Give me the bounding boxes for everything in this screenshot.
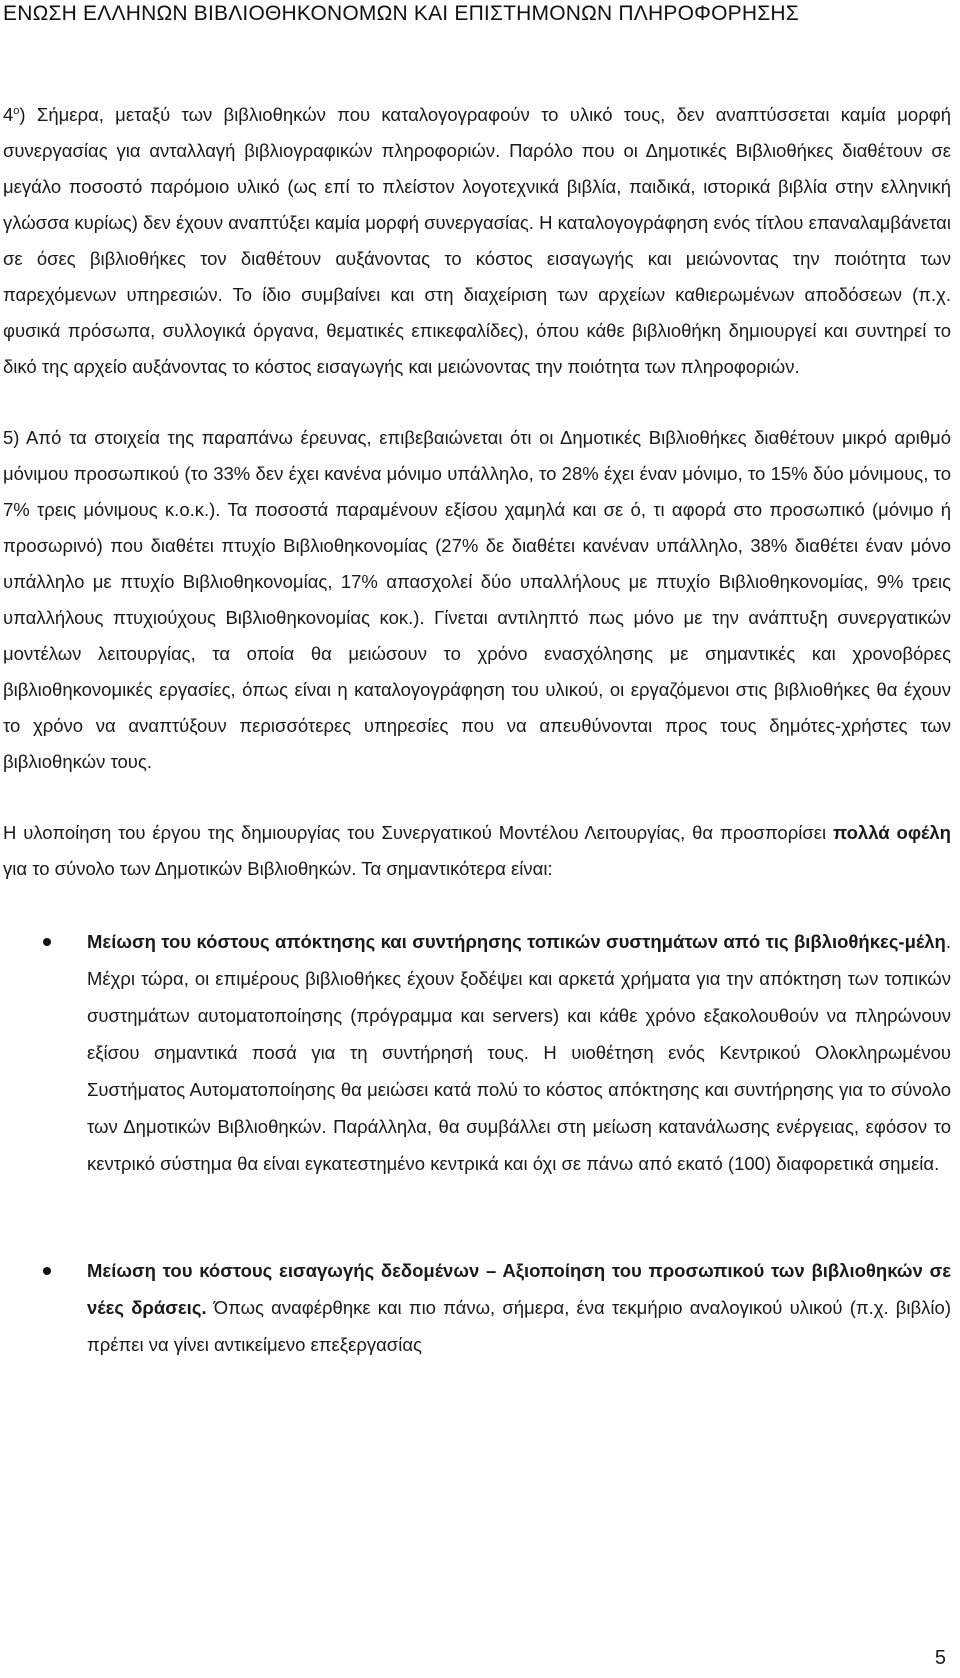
list-item <box>3 1252 951 1363</box>
list-item-bold: Μείωση του κόστους εισαγωγής δεδομένων – Αξιοποίηση του προσωπικού των βιβλιοθηκών σε νέες δράσεις. <box>87 1260 951 1318</box>
list-item-text: . Μέχρι τώρα, οι επιμέρους βιβλιοθήκες έχουν ξοδέψει και αρκετά χρήματα για την απόκτηση των τοπικών συστημάτων αυτοματοποίησης (πρόγραμμα και servers) και κάθε χρόνο εξακολουθούν να πληρώνουν εξίσου σημαντικά ποσά για τη συντήρησή τους. Η υιοθέτηση ενός Κεντρικού Ολοκληρωμένου Συστήματος Αυτοματοποίησης θα μειώσει κατά πολύ το κόστος απόκτησης και συντήρησης για το σύνολο των Δημοτικών Βιβλιοθηκών. Παράλληλα, θα συμβάλλει στη μείωση κατανάλωσης ενέργειας, εφόσον το κεντρικό σύστημα θα είναι εγκατεστημένο κεντρικά και όχι σε πάνω από εκατό (100) διαφορετικά σημεία. <box>87 931 951 1174</box>
paragraph-intro-before: Η υλοποίηση του έργου της δημιουργίας του Συνεργατικού Μοντέλου Λειτουργίας, θα προσπορίσει <box>3 822 833 843</box>
paragraph-5: 5) Από τα στοιχεία της παραπάνω έρευνας, επιβεβαιώνεται ότι οι Δημοτικές Βιβλιοθήκες διαθέτουν μικρό αριθμό μόνιμου προσωπικού (το 33% δεν έχει κανένα μόνιμο υπάλληλο, το 28% έχει έναν μόνιμο, το 15% δύο μόνιμους, το 7% τρεις μόνιμους κ.ο.κ.). Τα ποσοστά παραμένουν εξίσου χαμηλά και σε ό, τι αφορά στο προσωπικό (μόνιμο ή προσωρινό) που διαθέτει πτυχίο Βιβλιοθηκονομίας (27% δε διαθέτει κανέναν υπάλληλο, 38% διαθέτει έναν μόνο υπάλληλο με πτυχίο Βιβλιοθηκονομίας, 17% απασχολεί δύο υπαλλήλους με πτυχίο Βιβλιοθηκονομίας, 9% τρεις υπαλλήλους πτυχιούχους Βιβλιοθηκονομίας κοκ.). Γίνεται αντιληπτό πως μόνο με την ανάπτυξη συνεργατικών μοντέλων λειτουργίας, τα οποία θα μειώσουν το χρόνο ενασχόλησης με σημαντικές και χρονοβόρες βιβλιοθηκονομικές εργασίες, όπως είναι η καταλογογράφηση του υλικού, οι εργαζόμενοι στις βιβλιοθήκες θα έχουν το χρόνο να αναπτύξουν περισσότερες υπηρεσίες που να απευθύνονται προς τους δημότες-χρήστες των βιβλιοθηκών τους. <box>3 427 951 772</box>
paragraph-4-text: ) Σήμερα, μεταξύ των βιβλιοθηκών που καταλογογραφούν το υλικό τους, δεν αναπτύσσεται καμία μορφή συνεργασίας για ανταλλαγή βιβλιογραφικών πληροφοριών. Παρόλο που οι Δημοτικές Βιβλιοθήκες διαθέτουν σε μεγάλο ποσοστό παρόμοιο υλικό (ως επί το πλείστον λογοτεχνικά βιβλία, παιδικά, ιστορικά βιβλία στην ελληνική γλώσσα κυρίως) δεν έχουν αναπτύξει καμία μορφή συνεργασίας. Η καταλογογράφηση ενός τίτλου επαναλαμβάνεται σε όσες βιβλιοθήκες τον διαθέτουν αυξάνοντας το κόστος εισαγωγής και μειώνοντας την ποιότητα των παρεχόμενων υπηρεσιών. Το ίδιο συμβαίνει και στη διαχείριση των αρχείων καθιερωμένων αποδόσεων (π.χ. φυσικά πρόσωπα, συλλογικά όργανα, θεματικές επικεφαλίδες), όπου κάθε βιβλιοθήκη δημιουργεί και συντηρεί το δικό της αρχείο αυξάνοντας το κόστος εισαγωγής και μειώνοντας την ποιότητα των πληροφοριών. <box>3 104 951 377</box>
paragraph-intro-bold: πολλά οφέλη <box>832 822 951 843</box>
bullet-icon <box>43 938 51 946</box>
page-header: ΕΝΩΣΗ ΕΛΛΗΝΩΝ ΒΙΒΛΙΟΘΗΚΟΝΟΜΩΝ ΚΑΙ ΕΠΙΣΤΗΜΟΝΩΝ ΠΛΗΡΟΦΟΡΗΣΗΣ <box>3 2 799 25</box>
bullet-icon <box>43 1267 51 1275</box>
paragraph-4-number: 4 <box>3 104 14 125</box>
paragraph-intro <box>3 815 951 887</box>
page-number: 5 <box>934 1647 946 1669</box>
list-item-bold: Μείωση του κόστους απόκτησης και συντήρησης τοπικών συστημάτων από τις βιβλιοθήκες-μέλη <box>87 931 946 952</box>
paragraph-4 <box>3 97 951 385</box>
document-body <box>3 97 951 1363</box>
paragraph-4-superscript: ο <box>13 105 20 117</box>
paragraph-intro-after: για το σύνολο των Δημοτικών Βιβλιοθηκών. Τα σημαντικότερα είναι: <box>3 858 553 879</box>
list-item-text: Όπως αναφέρθηκε και πιο πάνω, σήμερα, ένα τεκμήριο αναλογικού υλικού (π.χ. βιβλίο) πρέπει να γίνει αντικείμενο επεξεργασίας <box>87 1297 951 1355</box>
list-item <box>3 923 951 1182</box>
benefits-list <box>3 923 951 1363</box>
